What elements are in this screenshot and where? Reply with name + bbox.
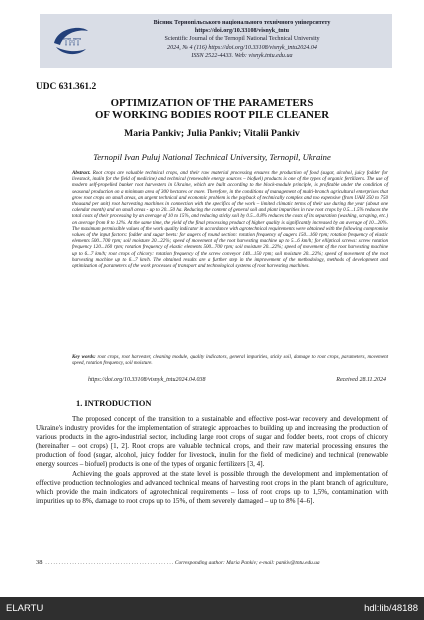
affiliation: Ternopil Ivan Puluj National Technical University, Ternopil, Ukraine: [93, 152, 331, 162]
article-title: [40, 97, 384, 121]
page-footer: 38 . . . . . . . . . . . . . . . . . . . . . . . . . . . . . . . . . . . . . . . . . . . . . . . . Corresponding author: Maria Pankiv; e-mail: pankiv@tntu.edu.ua: [36, 559, 320, 566]
body-paragraph: Achieving the goals approved at the state level is possible through the development and implementation of effective production technologies and advanced technical means of harvesting root crops in the plant branch of agriculture, which provide the main indicators of agrotechnical requirements – loss of root crops up to 1,5%, contamination with impurities up to 8%, damage to root crops up to 15%, of them severely damaged – up to 8% [4–6].: [36, 469, 388, 505]
title-line-1: OPTIMIZATION OF THE PARAMETERS: [110, 97, 314, 109]
body-text: [36, 415, 388, 506]
university-logo-icon: [48, 21, 92, 61]
title-line-2: OF WORKING BODIES ROOT PILE CLEANER: [94, 109, 330, 121]
abstract-text: Root crops are valuable technical crops, and their raw material processing ensures the production of food (sugar, alcohol, juicy fodder for livestock, inulin for the field of medicine) and technical (renewable energy sources – biofuel) products is one of the types of organic fertilizers. The use of modern self-propelled bunker root harvesters in Ukraine, which are built according to the block-module principle, is profitable under the condition of seasonal production on a minimum area of 300 hectares or more. Therefore, in the conditions of management of multi-branch agricultural enterprises that grow root crops on small areas, an urgent technical and economic problem is the payback of technically complex and too expensive (from UAH 350 to 750 thousand per unit) root harvesting machines in connection with the specifics of the work – limited climatic terms of their use during the year (about one calendar month) and on small areas - up to 20...50 ha. Reducing the content of general soil and plant impurities in raw root crops by 0.5...1.5% reduces the total costs of their processing by an average of 10 to 15%, and reducing sticky soil by 0.5...0.8% reduces the costs of its separation (washing, scraping, etc.) on average from 8 to 12%. At the same time, the yield of the final processing product of higher quality is significantly increased by an average of 10...20%. The maximum permissible values of the work quality indicator in accordance with agrotechnical requirements were obtained with the following compromise values of the input factors: fodder and sugar beets: for augers of round section: rotation frequency of augers 150...160 rpm; rotation frequency of elastic elements 500...700 rpm; soil moisture 20...22%; speed of movement of the root harvesting machine up to 5...6 km/h; for elliptical screws: screw rotation frequency 120...160 rpm; rotation frequency of elastic elements 500...700 rpm; soil moisture 20...22%; speed of movement of the root harvesting machine up to 6...7 km/h; root crops of chicory: rotation frequency of the screw conveyor 140...150 rpm; soil moisture 20...22%; speed of movement of the root harvesting machine up to 6...7 km/h. The obtained results are a further step in the improvement of the methodology, methods of development and optimization of parameters of the work processes of transport and technological systems of root harvesting machines.: [72, 170, 388, 270]
received-date: Received 28.11.2024: [336, 377, 386, 383]
article-doi-link[interactable]: https://doi.org/10.33108/visnyk_tntu2024.04.038: [88, 377, 206, 383]
journal-header-text: [96, 19, 388, 60]
journal-header: [40, 14, 392, 68]
journal-name-ua: Вісник Тернопільського національного технічного університету: [153, 20, 331, 26]
journal-name-en: Scientific Journal of the Ternopil National Technical University: [164, 36, 320, 43]
handle-identifier[interactable]: hdl:lib/48188: [364, 603, 418, 614]
page-number: 38: [36, 559, 43, 566]
journal-issue: 2024, № 4 (116) https://doi.org/10.33108/visnyk_tntu2024.04: [167, 44, 317, 51]
udc-code: UDC 631.361.2: [36, 82, 97, 92]
author-list: Maria Pankiv; Julia Pankiv; Vitalii Pankiv: [124, 128, 300, 139]
section-heading: 1. INTRODUCTION: [76, 399, 152, 408]
logo-text: ТНТ: [63, 37, 81, 47]
corresponding-author: Corresponding author: Maria Pankiv; e-mail: pankiv@tntu.edu.ua: [174, 560, 320, 566]
abstract: [72, 170, 388, 269]
repository-name: ELARTU: [6, 603, 44, 614]
keywords: [72, 354, 388, 366]
journal-doi-link[interactable]: https://doi.org/10.33108/visnyk_tntu: [194, 28, 290, 35]
keywords-text: root crops, root harvester, cleaning module, quality indicators, general impurities, sticky soil, damage to root crops, parameters, movement speed, rotation frequency, soil moisture.: [72, 354, 388, 367]
keywords-label: Key words:: [72, 354, 96, 360]
body-paragraph: The proposed concept of the transition to a sustainable and effective post-war recovery and development of Ukraine's industry provides for the implementation of strategic approaches to building up and increasing the production of various products in the agro-industrial sector, including large root crops of sugar and fodder beets, root crops of chicory (hereinafter – oot crops) [1, 2]. Root crops are valuable technical crops, and their raw material processing ensures the production of food (sugar, alcohol, juicy fodder for livestock, inulin for the field of medicine) and technical (renewable energy sources – biofuel) products is one of the types of organic fertilizers [3, 4].: [36, 415, 388, 469]
journal-issn: ISSN 2522-4433. Web: visnyk.tntu.edu.ua: [191, 52, 293, 59]
abstract-label: Abstract.: [72, 170, 91, 176]
